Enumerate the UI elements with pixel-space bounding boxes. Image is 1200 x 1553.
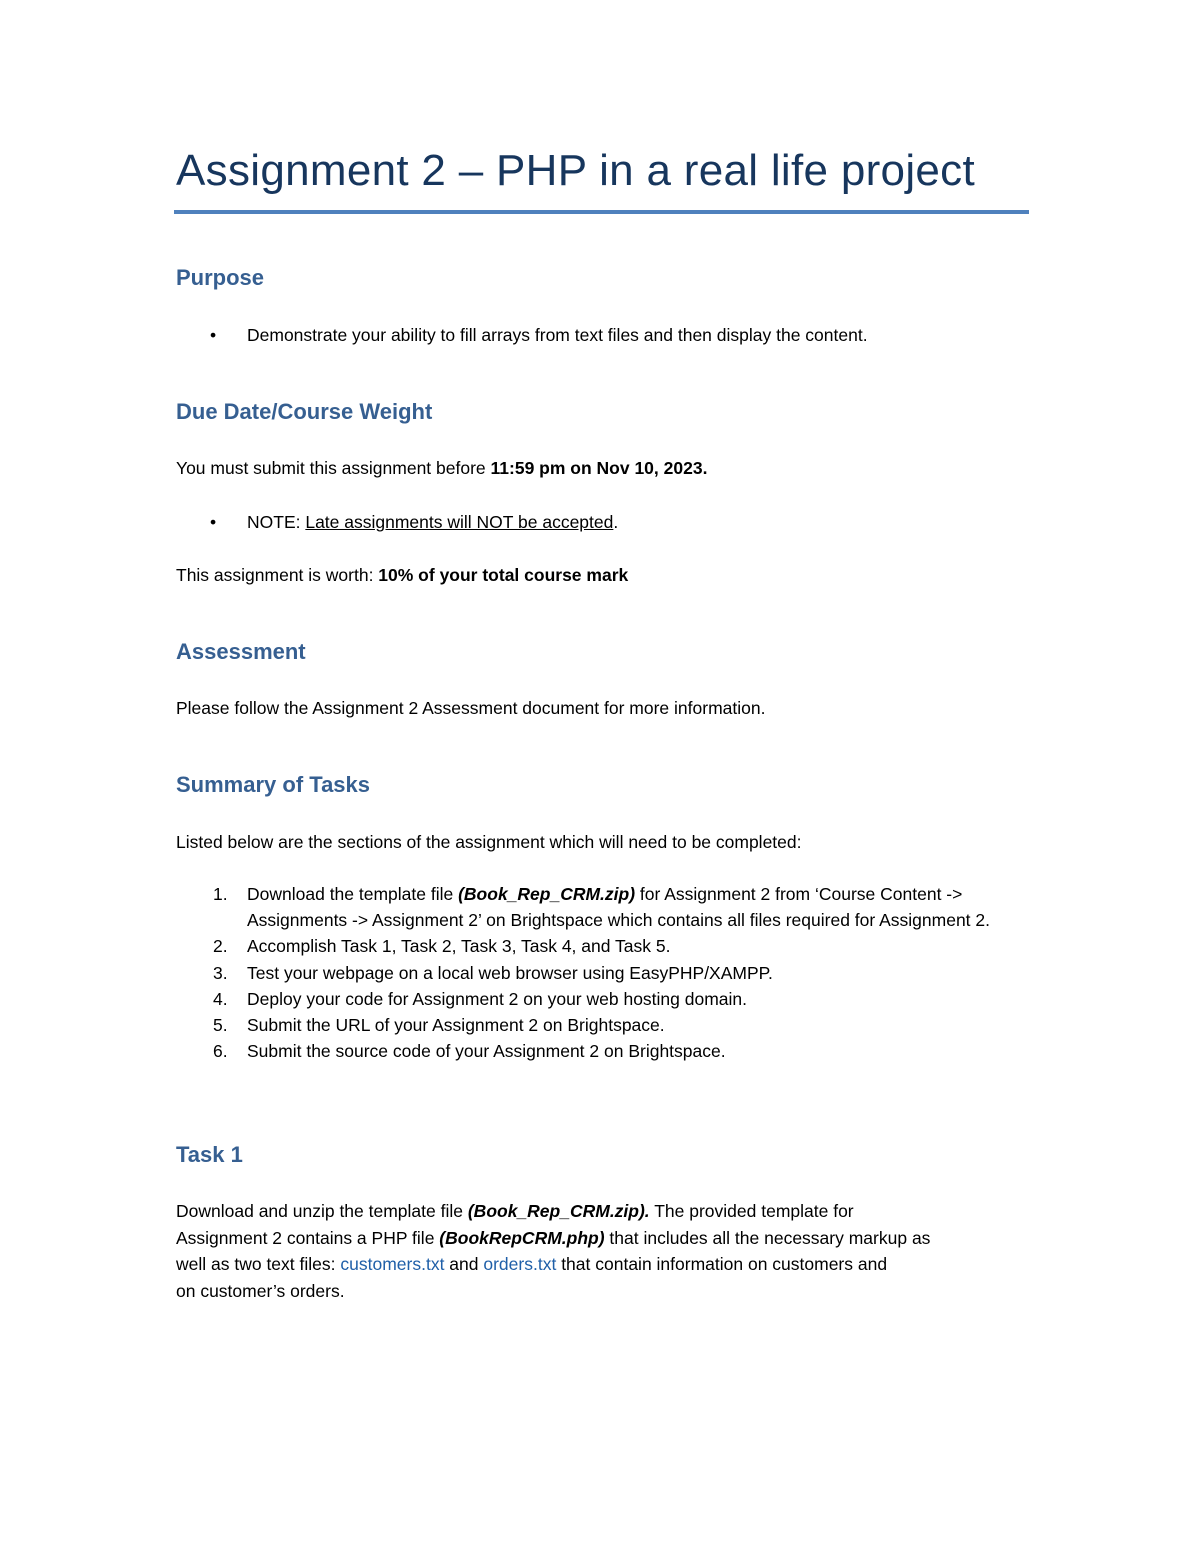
list-item: 6. Submit the source code of your Assignment 2 on Brightspace. [176, 1038, 1046, 1064]
submit-prefix: You must submit this assignment before [176, 458, 491, 478]
customers-file-link[interactable]: customers.txt [340, 1254, 445, 1274]
list-item: 3. Test your webpage on a local web browser using EasyPHP/XAMPP. [176, 960, 1046, 986]
note-suffix: . [613, 512, 619, 532]
zip-filename: (Book_Rep_CRM.zip). [467, 1201, 650, 1221]
task1-line-3: well as two text files: customers.txt and orders.txt that contain information on customers and [176, 1254, 888, 1274]
assessment-text: Please follow the Assignment 2 Assessment document for more information. [176, 698, 766, 718]
task-summary-list [176, 881, 1046, 1064]
task1-line-2: Assignment 2 contains a PHP file (BookRepCRM.php) that includes all the necessary markup as [176, 1228, 931, 1248]
task1-line-4: on customer’s orders. [176, 1281, 345, 1301]
purpose-bullet-text: Demonstrate your ability to fill arrays from text files and then display the content. [247, 325, 868, 345]
list-number: 6. [213, 1041, 228, 1062]
zip-filename: (Book_Rep_CRM.zip) [458, 884, 636, 904]
list-item: 1. Download the template file (Book_Rep_CRM.zip) for Assignment 2 from ‘Course Content -> Assignments -> Assignment 2’ on Brightspace which contains all files required for Assignment 2. [176, 881, 1046, 933]
list-number: 3. [213, 962, 228, 983]
title-underline-rule [174, 210, 1029, 214]
course-weight-text [176, 562, 628, 588]
list-number: 4. [213, 988, 228, 1009]
bullet-icon: • [210, 512, 217, 532]
list-number: 1. [213, 884, 228, 904]
summary-heading: Summary of Tasks [176, 772, 371, 797]
due-date-heading: Due Date/Course Weight [176, 399, 433, 424]
list-number: 2. [213, 936, 228, 957]
list-number: 5. [213, 1015, 228, 1036]
purpose-heading: Purpose [176, 265, 265, 290]
document-title: Assignment 2 – PHP in a real life project [176, 146, 975, 195]
note-prefix: NOTE: [247, 512, 306, 532]
summary-intro: Listed below are the sections of the assignment which will need to be completed: [176, 832, 802, 852]
list-item: 2. Accomplish Task 1, Task 2, Task 3, Task 4, and Task 5. [176, 933, 1046, 959]
task1-heading: Task 1 [176, 1142, 243, 1167]
submit-date: 11:59 pm on Nov 10, 2023. [490, 458, 708, 478]
worth-value: 10% of your total course mark [378, 565, 629, 585]
late-warning: Late assignments will NOT be accepted [305, 512, 614, 532]
task1-line-1: Download and unzip the template file (Book_Rep_CRM.zip). The provided template for [176, 1201, 854, 1221]
submit-deadline-text [176, 455, 707, 481]
worth-prefix: This assignment is worth: [176, 565, 379, 585]
php-filename: (BookRepCRM.php) [439, 1228, 605, 1248]
list-item: 5. Submit the URL of your Assignment 2 on Brightspace. [176, 1012, 1046, 1038]
assessment-heading: Assessment [176, 639, 306, 664]
list-item: 4. Deploy your code for Assignment 2 on your web hosting domain. [176, 986, 1046, 1012]
orders-file-link[interactable]: orders.txt [483, 1254, 557, 1274]
bullet-icon: • [210, 325, 217, 345]
